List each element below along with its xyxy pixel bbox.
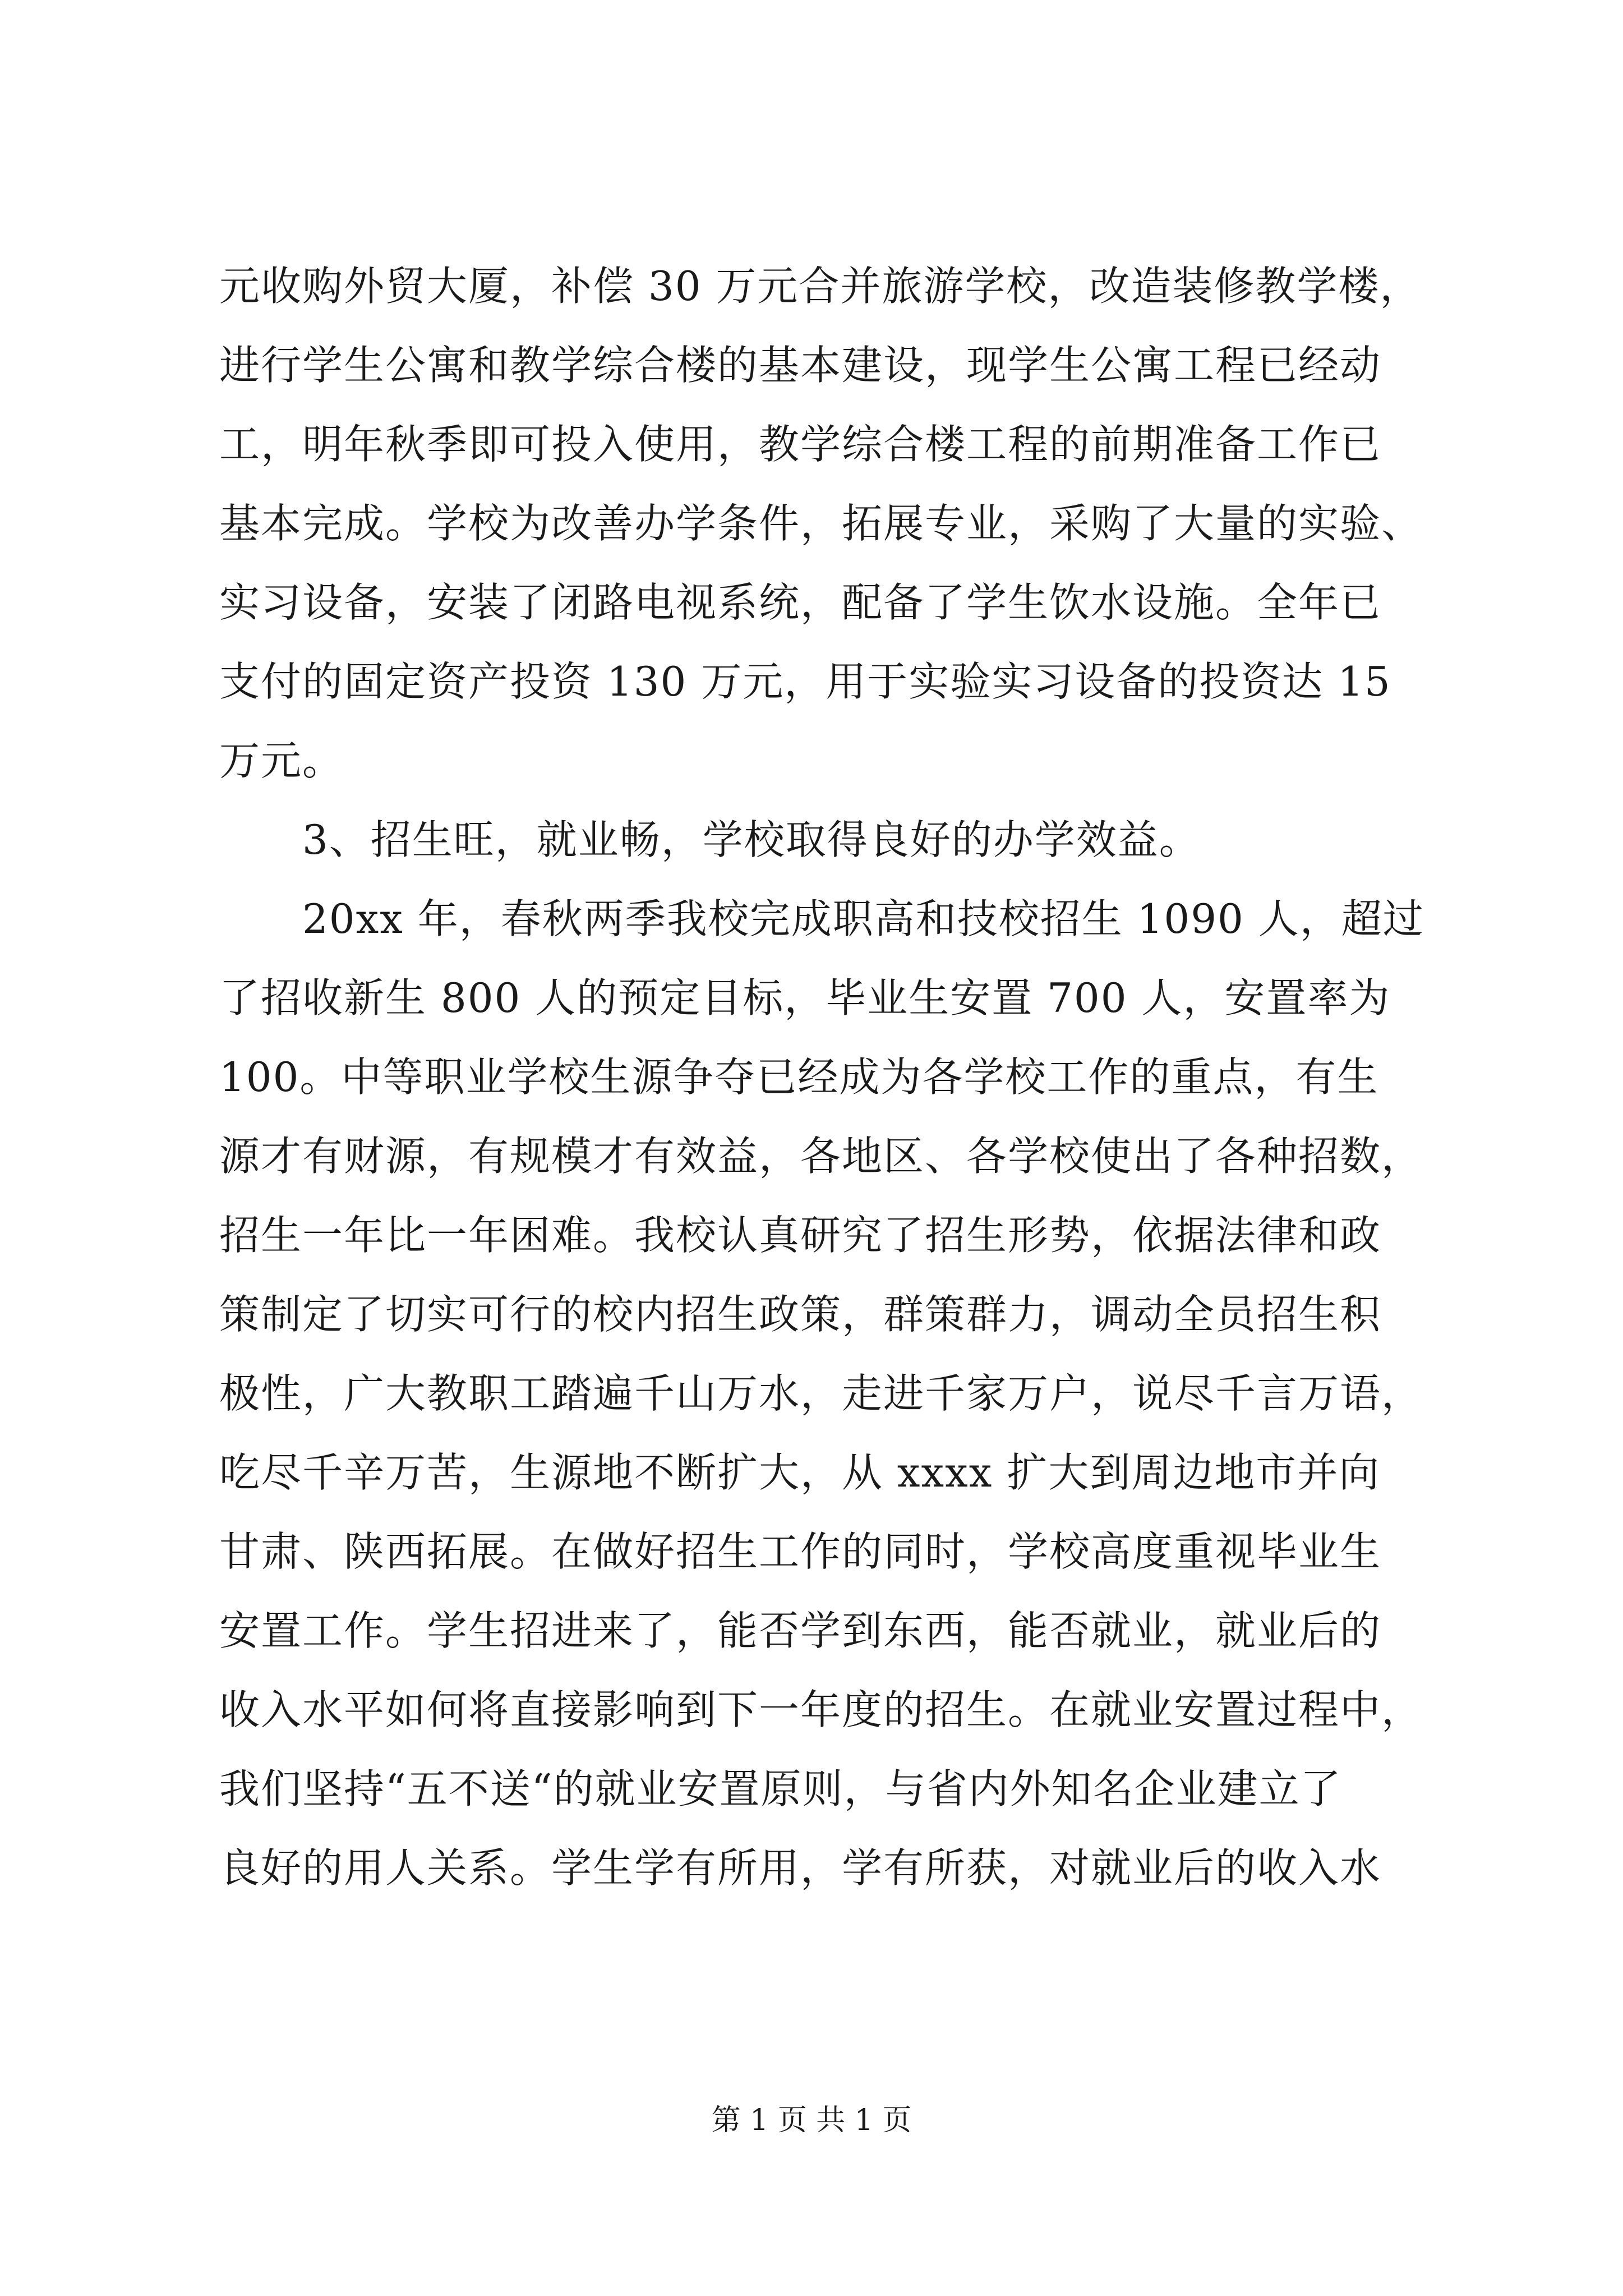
paragraph-first-line: 20xx 年，春秋两季我校完成职高和技校招生 1090 人，超过 xyxy=(302,895,1424,942)
body-line: 元收购外贸大厦，补偿 30 万元合并旅游学校，改造装修教学楼， xyxy=(219,263,1422,310)
body-line: 我们坚持“五不送“的就业安置原则，与省内外知名企业建立了 xyxy=(219,1765,1342,1812)
body-line: 100。中等职业学校生源争夺已经成为各学校工作的重点，有生 xyxy=(219,1053,1379,1101)
body-line: 极性，广大教职工踏遍千山万水，走进千家万户，说尽千言万语， xyxy=(219,1370,1423,1417)
body-line: 支付的固定资产投资 130 万元，用于实验实习设备的投资达 15 xyxy=(219,658,1391,705)
body-line: 工，明年秋季即可投入使用，教学综合楼工程的前期准备工作已 xyxy=(219,421,1382,468)
body-line: 吃尽千辛万苦，生源地不断扩大，从 xxxx 扩大到周边地市并向 xyxy=(219,1449,1381,1496)
body-line: 收入水平如何将直接影响到下一年度的招生。在就业安置过程中， xyxy=(219,1686,1423,1733)
body-line: 良好的用人关系。学生学有所用，学有所获，对就业后的收入水 xyxy=(219,1844,1382,1892)
body-line: 基本完成。学校为改善办学条件，拓展专业，采购了大量的实验、 xyxy=(219,500,1423,547)
body-line: 策制定了切实可行的校内招生政策，群策群力，调动全员招生积 xyxy=(219,1291,1382,1338)
body-line: 源才有财源，有规模才有效益，各地区、各学校使出了各种招数， xyxy=(219,1133,1423,1180)
body-line: 招生一年比一年困难。我校认真研究了招生形势，依据法律和政 xyxy=(219,1212,1382,1259)
body-line: 了招收新生 800 人的预定目标，毕业生安置 700 人，安置率为 xyxy=(219,974,1391,1022)
section-heading: 3、招生旺，就业畅，学校取得良好的办学效益。 xyxy=(302,816,1201,863)
body-line: 安置工作。学生招进来了，能否学到东西，能否就业，就业后的 xyxy=(219,1607,1382,1654)
body-line: 万元。 xyxy=(219,737,344,784)
body-line: 实习设备，安装了闭路电视系统，配备了学生饮水设施。全年已 xyxy=(219,579,1382,626)
body-line: 甘肃、陕西拓展。在做好招生工作的同时，学校高度重视毕业生 xyxy=(219,1528,1382,1575)
page-footer: 第 1 页 共 1 页 xyxy=(711,2104,912,2137)
body-line: 进行学生公寓和教学综合楼的基本建设，现学生公寓工程已经动 xyxy=(219,342,1382,389)
